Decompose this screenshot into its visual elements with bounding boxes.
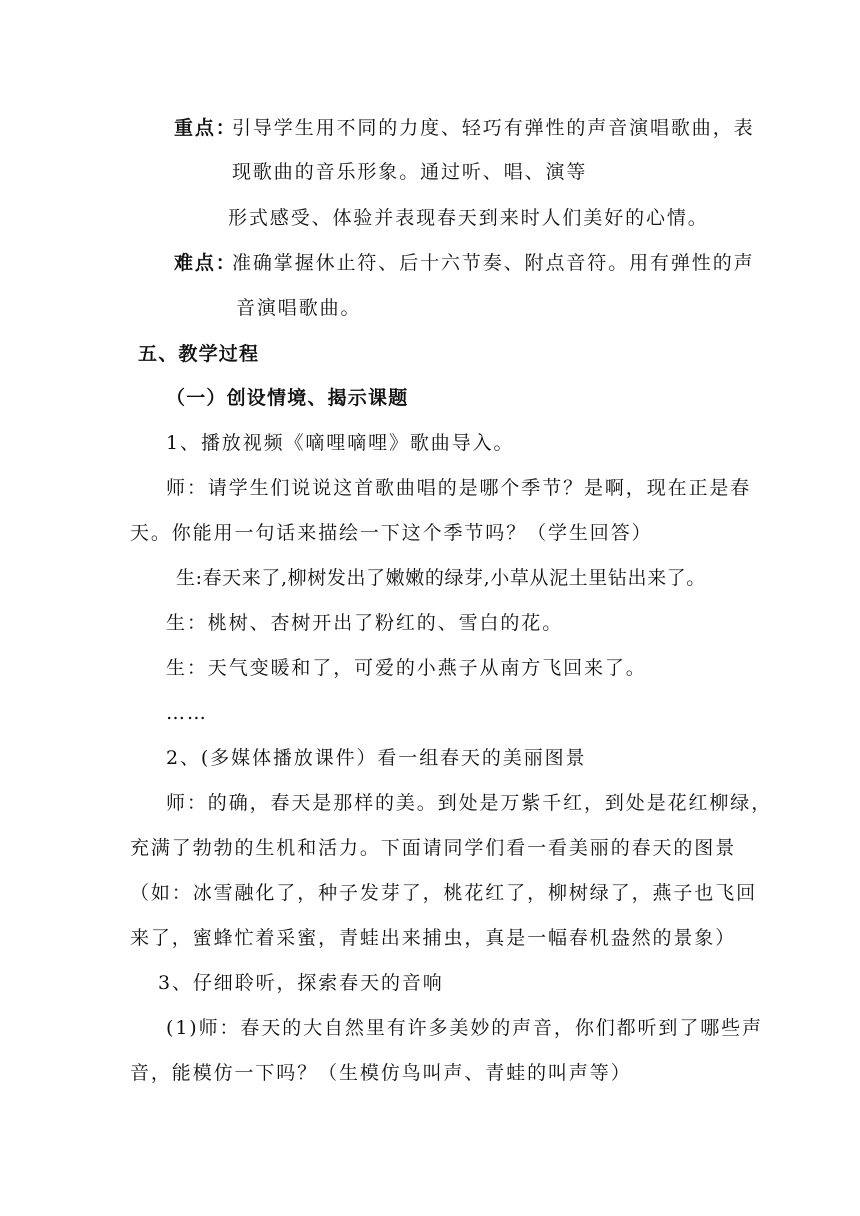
paragraph-line: 天。你能用一句话来描绘一下这个季节吗？（学生回答） [130, 522, 653, 544]
difficulty-text-line-2: 音演唱歌曲。 [236, 297, 362, 319]
paragraph-line: 3、仔细聆听，探索春天的音响 [158, 972, 444, 994]
paragraph-line: 师：的确，春天是那样的美。到处是万紫千红，到处是花红柳绿， [166, 792, 773, 814]
focus-text-line-2: 现歌曲的音乐形象。通过听、唱、演等 [232, 161, 588, 183]
subsection-heading-create-situation: （一）创设情境、揭示课题 [166, 387, 409, 409]
paragraph-line: 充满了勃勃的生机和活力。下面请同学们看一看美丽的春天的图景 [130, 837, 737, 859]
focus-label: 重点： [174, 117, 237, 139]
focus-text-line-3: 形式感受、体验并表现春天到来时人们美好的心情。 [228, 207, 709, 229]
paragraph-ellipsis: …… [166, 702, 208, 724]
paragraph-line: 来了，蜜蜂忙着采蜜，青蛙出来捕虫，真是一幅春机盎然的景象） [130, 927, 737, 949]
difficulty-label: 难点： [174, 252, 237, 274]
focus-text-line-1: 引导学生用不同的力度、轻巧有弹性的声音演唱歌曲，表 [232, 117, 755, 139]
paragraph-line: 师：请学生们说说这首歌曲唱的是哪个季节？是啊，现在正是春 [166, 477, 752, 499]
paragraph-line: (1)师：春天的大自然里有许多美妙的声音，你们都听到了哪些声 [166, 1017, 763, 1039]
difficulty-text-line-1: 准确掌握休止符、后十六节奏、附点音符。用有弹性的声 [232, 252, 755, 274]
paragraph-line: 生：天气变暖和了，可爱的小燕子从南方飞回来了。 [166, 657, 647, 679]
section-heading-teaching-process: 五、教学过程 [138, 343, 260, 365]
paragraph-line: 音，能模仿一下吗？（生模仿鸟叫声、青蛙的叫声等） [130, 1062, 632, 1084]
paragraph-line: 2、(多媒体播放课件）看一组春天的美丽图景 [166, 747, 587, 769]
paragraph-line: 生:春天来了,柳树发出了嫩嫩的绿芽,小草从泥土里钻出来了。 [176, 567, 706, 589]
paragraph-line: （如：冰雪融化了，种子发芽了，桃花红了，柳树绿了，燕子也飞回 [130, 882, 758, 904]
paragraph-line: 1、播放视频《嘀哩嘀哩》歌曲导入。 [166, 432, 515, 454]
paragraph-line: 生：桃树、杏树开出了粉红的、雪白的花。 [166, 612, 564, 634]
